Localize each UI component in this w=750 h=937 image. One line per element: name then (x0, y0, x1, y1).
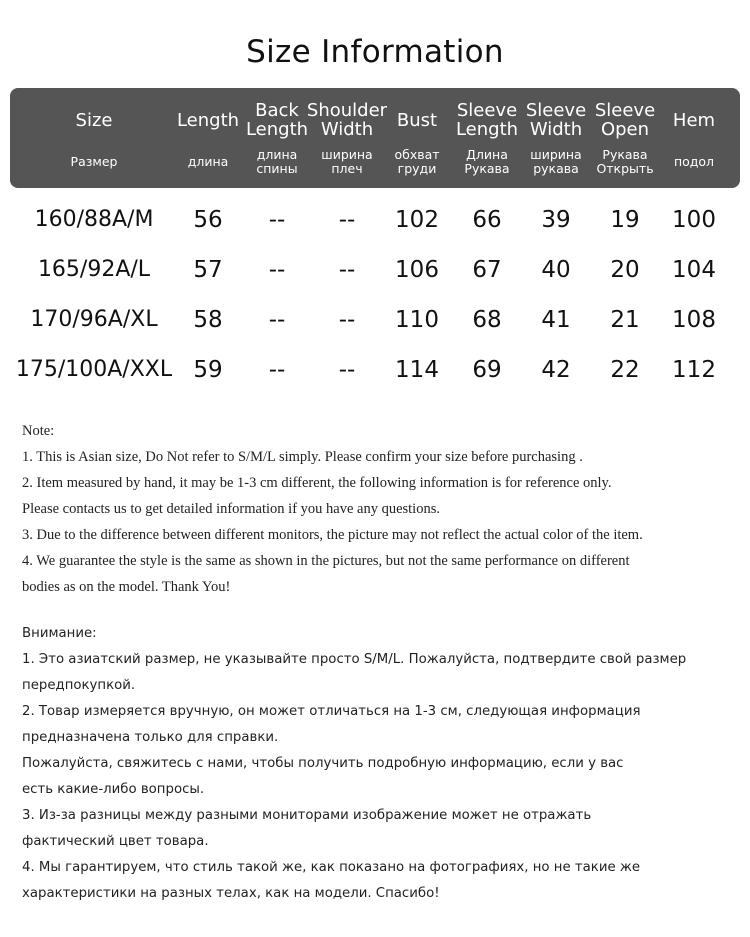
cell-bust: 114 (395, 357, 439, 383)
cell-sleeve-length: 66 (472, 207, 502, 233)
cell-size: 175/100A/XXL (15, 357, 173, 382)
note-line: есть какие-либо вопросы. (22, 782, 205, 797)
column-header-label: Hem (672, 109, 716, 131)
cell-bust: 106 (395, 257, 439, 283)
cell-shoulder-width: -- (338, 357, 356, 383)
column-header-label: Back Length (245, 100, 309, 140)
column-header-sublabel: подол (673, 154, 715, 169)
column-header-sublabel: Размер (70, 154, 118, 169)
column-header-label: Sleeve Open (594, 100, 656, 140)
cell-hem: 104 (672, 257, 716, 283)
notes-russian (22, 621, 744, 907)
cell-length: 57 (193, 257, 223, 283)
cell-size: 170/96A/XL (30, 307, 158, 332)
column-header-length (172, 88, 244, 188)
table-row (0, 200, 750, 240)
note-line: характеристики на разных телах, как на модели. Спасибо! (22, 886, 440, 901)
column-header-hem (660, 88, 728, 188)
cell-sleeve-open: 22 (610, 357, 640, 383)
cell-sleeve-width: 41 (541, 307, 571, 333)
column-header-size (46, 88, 142, 188)
cell-sleeve-width: 40 (541, 257, 571, 283)
note-line: 4. We guarantee the style is the same as shown in the pictures, but not the same performance on different (22, 553, 630, 569)
column-header-back-length (244, 88, 310, 188)
column-header-label: Length (176, 109, 240, 131)
column-header-sublabel: длина спины (256, 147, 298, 176)
column-header-label: Size (75, 109, 113, 131)
note-line: bodies as on the model. Thank You! (22, 579, 231, 595)
cell-sleeve-open: 20 (610, 257, 640, 283)
column-header-sublabel: Длина Рукава (464, 147, 510, 176)
note-line: 3. Из-за разницы между разными мониторами изображение может не отражать (22, 808, 592, 823)
cell-length: 56 (193, 207, 223, 233)
cell-back-length: -- (268, 207, 286, 233)
cell-sleeve-length: 68 (472, 307, 502, 333)
column-header-sleeve-width (522, 88, 590, 188)
cell-bust: 110 (395, 307, 439, 333)
note-line: передпокупкой. (22, 678, 136, 693)
column-header-shoulder-width (308, 88, 386, 188)
notes-english (22, 418, 744, 600)
note-line: 4. Мы гарантируем, что стиль такой же, как показано на фотографиях, но не такие же (22, 860, 641, 875)
note-line: фактический цвет товара. (22, 834, 209, 849)
column-header-sublabel: обхват груди (394, 147, 440, 176)
cell-size: 165/92A/L (37, 257, 151, 282)
cell-sleeve-length: 67 (472, 257, 502, 283)
note-line: 2. Item measured by hand, it may be 1-3 cm different, the following information is for reference only. (22, 475, 612, 491)
note-line: предназначена только для справки. (22, 730, 279, 745)
table-header (10, 88, 740, 188)
column-header-sublabel: ширина рукава (530, 147, 582, 176)
column-header-label: Sleeve Width (525, 100, 587, 140)
cell-sleeve-open: 21 (610, 307, 640, 333)
table-row (0, 300, 750, 340)
note-line: 1. This is Asian size, Do Not refer to S/M/L simply. Please confirm your size before purchasing . (22, 449, 583, 465)
column-header-label: Shoulder Width (306, 100, 388, 140)
cell-hem: 108 (672, 307, 716, 333)
table-row (0, 350, 750, 390)
cell-sleeve-length: 69 (472, 357, 502, 383)
column-header-sleeve-length (452, 88, 522, 188)
column-header-label: Sleeve Length (455, 100, 519, 140)
page-title: Size Information (246, 34, 504, 70)
column-header-bust (382, 88, 452, 188)
cell-length: 58 (193, 307, 223, 333)
cell-hem: 100 (672, 207, 716, 233)
cell-shoulder-width: -- (338, 307, 356, 333)
note-line: Пожалуйста, свяжитесь с нами, чтобы получить подробную информацию, если у вас (22, 756, 624, 771)
column-header-sublabel: длина (187, 154, 229, 169)
table-row (0, 250, 750, 290)
cell-shoulder-width: -- (338, 207, 356, 233)
cell-shoulder-width: -- (338, 257, 356, 283)
cell-hem: 112 (672, 357, 716, 383)
note-line: Внимание: (22, 626, 97, 641)
column-header-sublabel: Рукава Открыть (596, 147, 654, 176)
cell-back-length: -- (268, 257, 286, 283)
cell-size: 160/88A/M (34, 207, 154, 232)
column-header-label: Bust (396, 109, 438, 131)
cell-length: 59 (193, 357, 223, 383)
cell-sleeve-width: 39 (541, 207, 571, 233)
note-line: 2. Товар измеряется вручную, он может отличаться на 1-3 см, следующая информация (22, 704, 641, 719)
cell-back-length: -- (268, 307, 286, 333)
note-line: 1. Это азиатский размер, не указывайте просто S/M/L. Пожалуйста, подтвердите свой размер (22, 652, 687, 667)
note-line: Note: (22, 423, 55, 439)
cell-bust: 102 (395, 207, 439, 233)
note-line: Please contacts us to get detailed information if you have any questions. (22, 501, 440, 517)
column-header-sublabel: ширина плеч (321, 147, 373, 176)
column-header-sleeve-open (590, 88, 660, 188)
cell-sleeve-width: 42 (541, 357, 571, 383)
cell-sleeve-open: 19 (610, 207, 640, 233)
note-line: 3. Due to the difference between different monitors, the picture may not reflect the actual color of the item. (22, 527, 643, 543)
cell-back-length: -- (268, 357, 286, 383)
